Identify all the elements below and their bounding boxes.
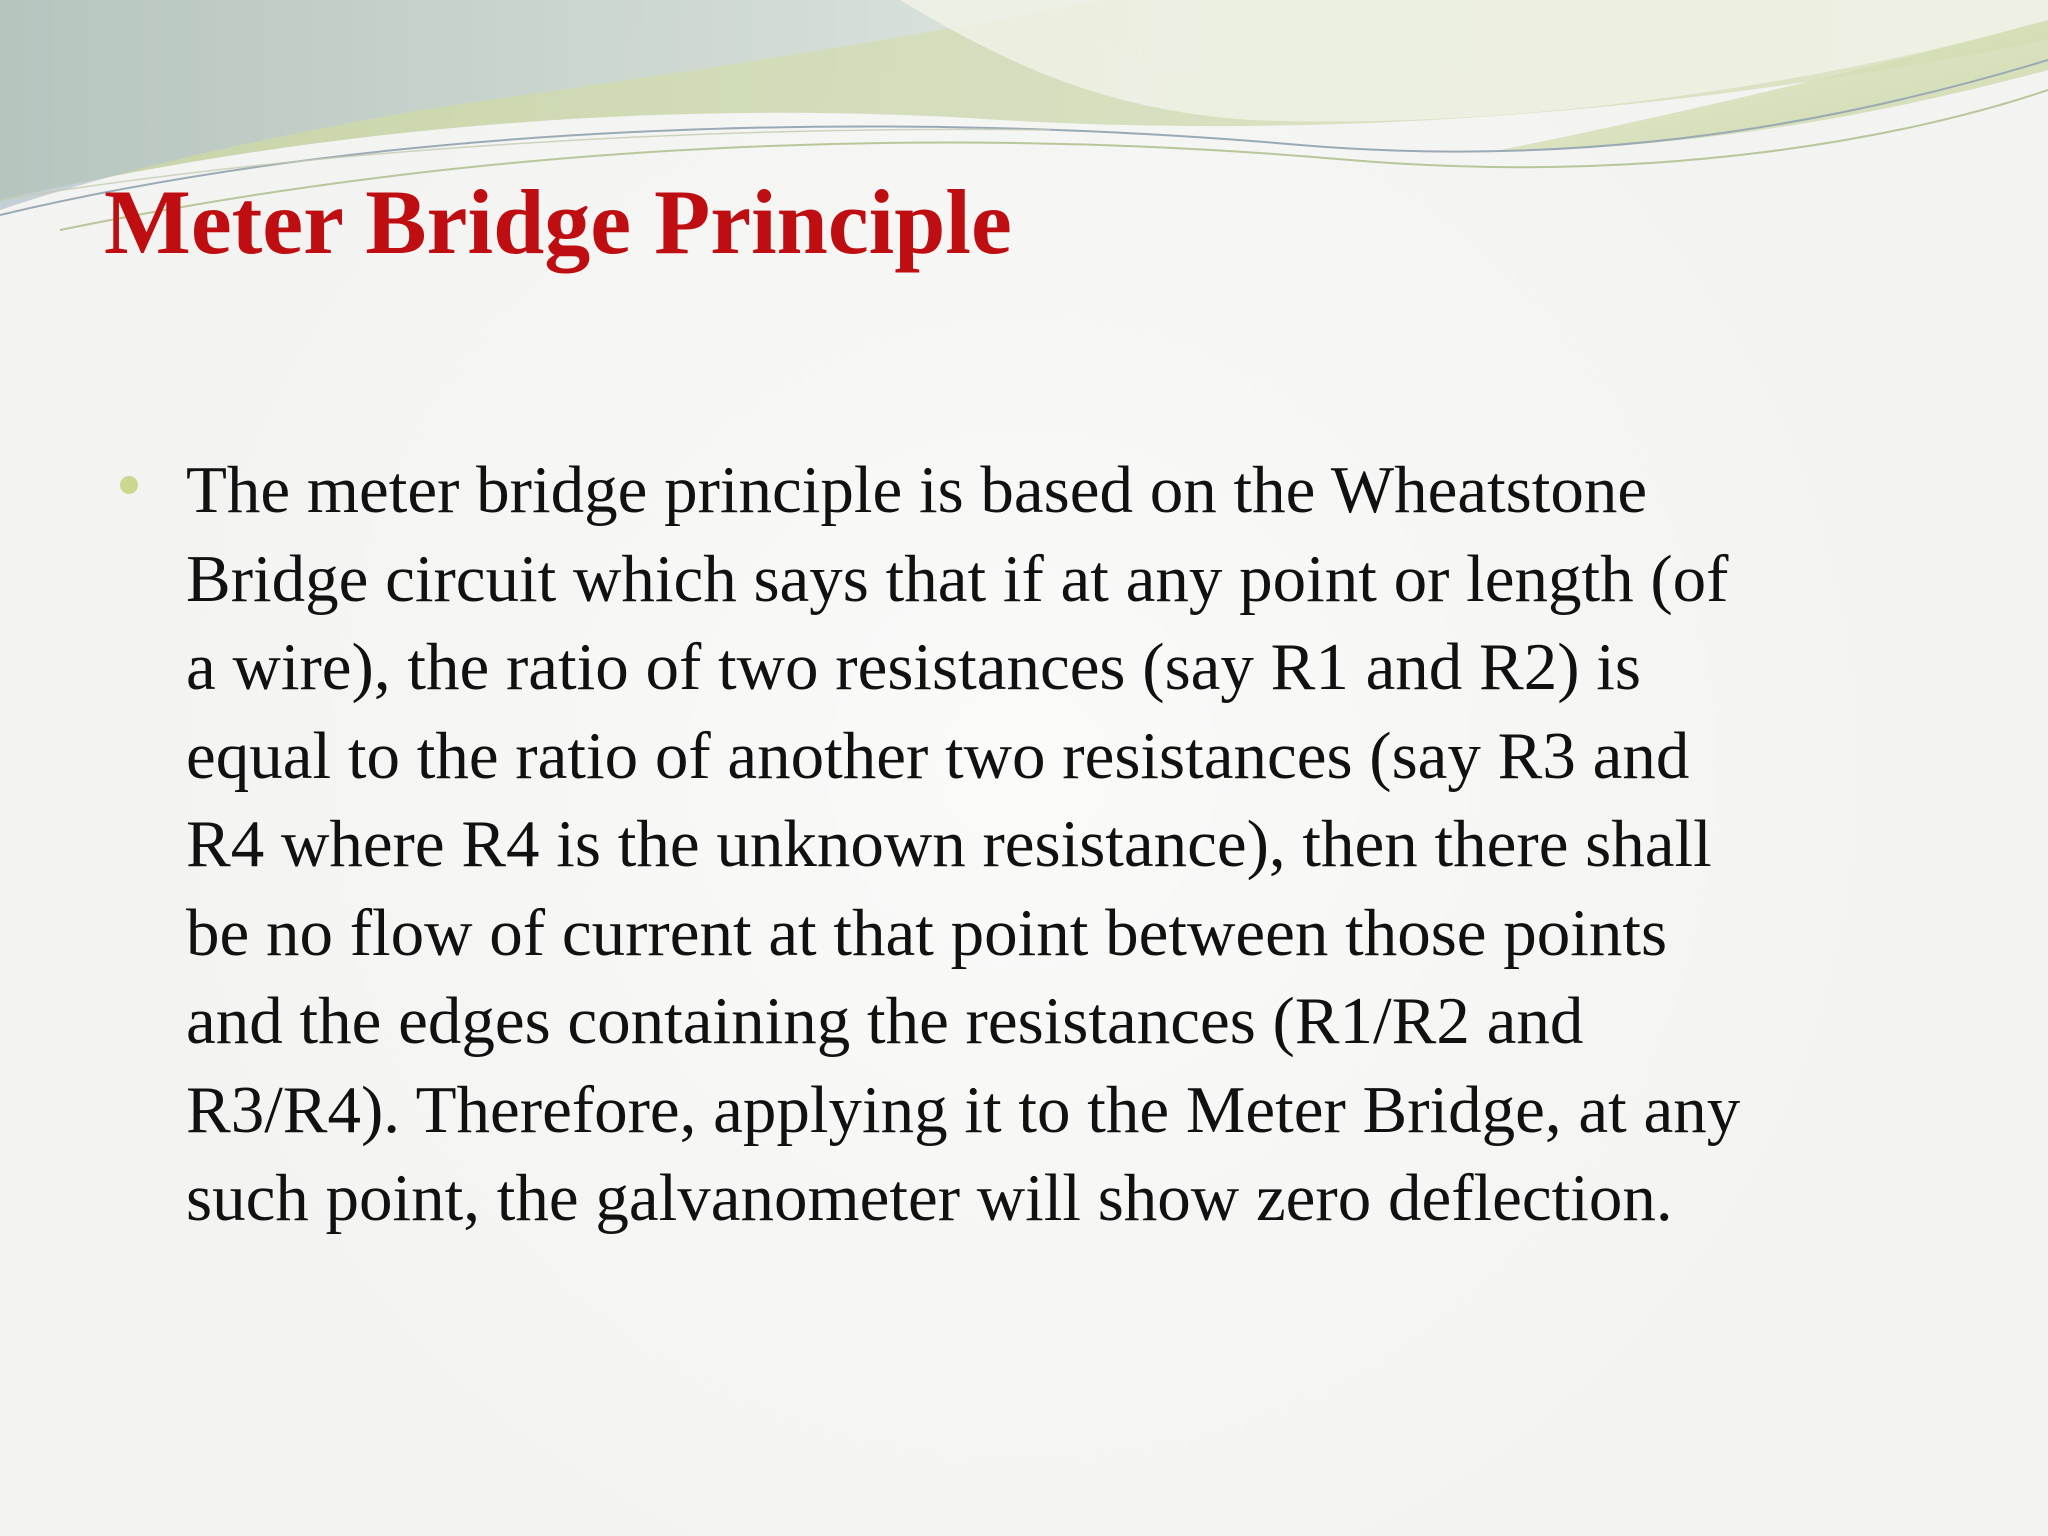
bullet-text-line: R4 where R4 is the unknown resistance), then there shall (186, 807, 1712, 881)
bullet-text-line: The meter bridge principle is based on the Wheatstone (186, 453, 1648, 527)
slide-title: Meter Bridge Principle (104, 171, 1012, 273)
bullet-dot-icon (120, 476, 138, 494)
bullet-text-line: and the edges containing the resistances (R1/R2 and (186, 984, 1584, 1058)
bullet-item (120, 446, 1920, 1243)
bullet-text-line: Bridge circuit which says that if at any point or length (of (186, 541, 1729, 616)
bullet-text-line: a wire), the ratio of two resistances (say R1 and R2) is (186, 630, 1641, 704)
bullet-text-line: be no flow of current at that point between those points (186, 895, 1668, 970)
bullet-text-line: such point, the galvanometer will show zero deflection. (186, 1161, 1673, 1235)
bullet-list (120, 446, 1920, 1243)
bullet-text (186, 446, 1920, 1243)
bullet-text-line: equal to the ratio of another two resistances (say R3 and (186, 718, 1690, 793)
bullet-text-line: R3/R4). Therefore, applying it to the Meter Bridge, at any (186, 1072, 1741, 1147)
